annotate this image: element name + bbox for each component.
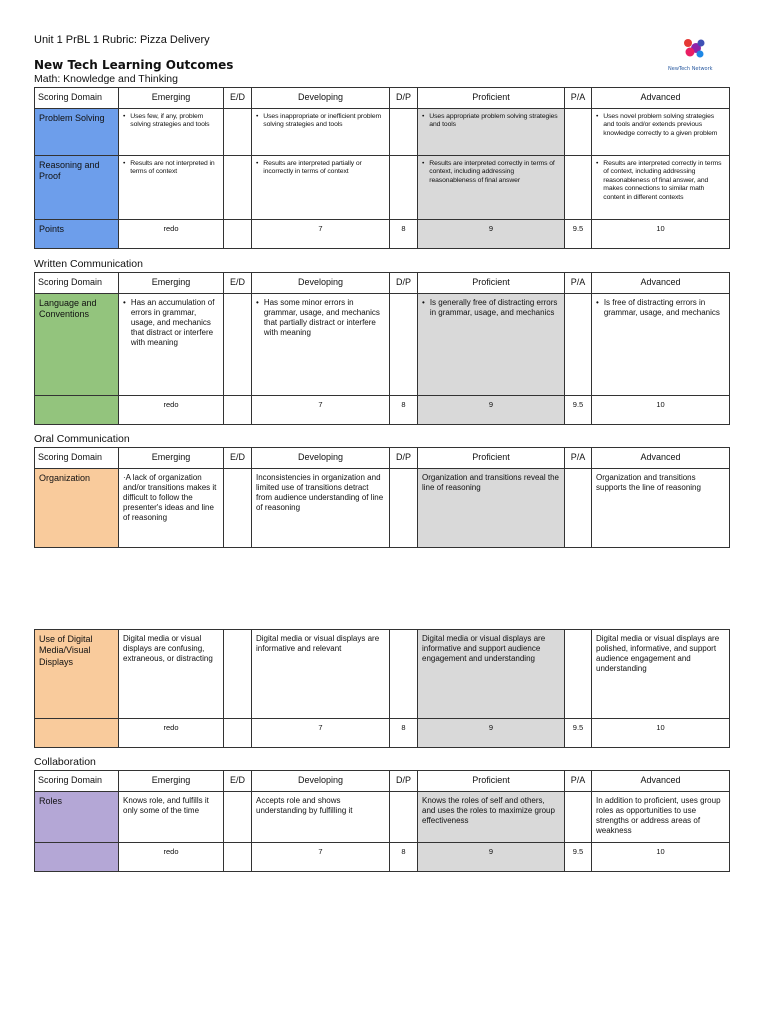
table-row — [35, 469, 730, 548]
col-header-developing: Developing — [252, 273, 390, 294]
table-row — [35, 109, 730, 156]
cell-proficient: Knows the roles of self and others, and uses the roles to maximize group effectiveness — [418, 792, 565, 843]
points-dp: 8 — [390, 396, 418, 425]
points-emerging: redo — [119, 843, 224, 872]
cell-pa — [565, 792, 592, 843]
collab-section-title: Collaboration — [34, 756, 96, 768]
cell-emerging: Digital media or visual displays are confusing, extraneous, or distracting — [119, 630, 224, 719]
col-header-proficient: Proficient — [418, 771, 565, 792]
points-ed — [224, 719, 252, 748]
col-header-developing: Developing — [252, 448, 390, 469]
col-header-proficient: Proficient — [418, 88, 565, 109]
domain-language-conventions: Language and Conventions — [35, 294, 119, 396]
col-header-advanced: Advanced — [592, 448, 730, 469]
col-header-domain: Scoring Domain — [35, 448, 119, 469]
points-proficient: 9 — [418, 396, 565, 425]
cell-pa — [565, 109, 592, 156]
cell-advanced: Digital media or visual displays are polished, informative, and support audience engagement and understanding — [592, 630, 730, 719]
points-ed — [224, 396, 252, 425]
cell-ed — [224, 109, 252, 156]
cell-advanced: • Uses novel problem solving strategies and tools and/or extends previous knowledge correctly to a given problem — [592, 109, 730, 156]
brand-title: New Tech Learning Outcomes — [34, 58, 234, 72]
points-pa: 9.5 — [565, 396, 592, 425]
cell-proficient: Organization and transitions reveal the line of reasoning — [418, 469, 565, 548]
table-row — [35, 156, 730, 220]
col-header-pa: P/A — [565, 771, 592, 792]
cell-ed — [224, 294, 252, 396]
col-header-domain: Scoring Domain — [35, 273, 119, 294]
col-header-ed: E/D — [224, 88, 252, 109]
cell-advanced: • Is free of distracting errors in grammar, usage, and mechanics — [592, 294, 730, 396]
points-developing: 7 — [252, 719, 390, 748]
col-header-proficient: Proficient — [418, 273, 565, 294]
points-advanced: 10 — [592, 843, 730, 872]
col-header-emerging: Emerging — [119, 273, 224, 294]
oral-section-title: Oral Communication — [34, 433, 130, 445]
col-header-emerging: Emerging — [119, 771, 224, 792]
domain-digital-media: Use of Digital Media/Visual Displays — [35, 630, 119, 719]
table-row — [35, 792, 730, 843]
logo-text: NewTech Network — [668, 66, 713, 72]
col-header-advanced: Advanced — [592, 771, 730, 792]
math-rubric-table — [34, 87, 730, 249]
cell-emerging: • Results are not interpreted in terms of context — [119, 156, 224, 220]
col-header-developing: Developing — [252, 88, 390, 109]
points-row — [35, 220, 730, 249]
col-header-advanced: Advanced — [592, 273, 730, 294]
points-emerging: redo — [119, 396, 224, 425]
points-dp: 8 — [390, 843, 418, 872]
table-row — [35, 630, 730, 719]
cell-developing: Inconsistencies in organization and limited use of transitions detract from audience understanding of line of reasoning — [252, 469, 390, 548]
header-row — [35, 448, 730, 469]
cell-emerging: Knows role, and fulfills it only some of the time — [119, 792, 224, 843]
col-header-emerging: Emerging — [119, 448, 224, 469]
cell-dp — [390, 109, 418, 156]
col-header-pa: P/A — [565, 88, 592, 109]
cell-proficient: • Uses appropriate problem solving strategies and tools — [418, 109, 565, 156]
col-header-dp: D/P — [390, 448, 418, 469]
domain-organization: Organization — [35, 469, 119, 548]
cell-pa — [565, 469, 592, 548]
points-proficient: 9 — [418, 220, 565, 249]
header-row — [35, 88, 730, 109]
points-label-empty — [35, 719, 119, 748]
cell-dp — [390, 294, 418, 396]
points-ed — [224, 843, 252, 872]
cell-proficient: • Results are interpreted correctly in terms of context, including addressing reasonableness of final answer — [418, 156, 565, 220]
points-row — [35, 843, 730, 872]
cell-dp — [390, 469, 418, 548]
points-advanced: 10 — [592, 220, 730, 249]
cell-ed — [224, 156, 252, 220]
cell-proficient: • Is generally free of distracting errors in grammar, usage, and mechanics — [418, 294, 565, 396]
points-advanced: 10 — [592, 396, 730, 425]
points-pa: 9.5 — [565, 719, 592, 748]
cell-emerging: • Uses few, if any, problem solving strategies and tools — [119, 109, 224, 156]
written-rubric-table — [34, 272, 730, 425]
points-proficient: 9 — [418, 843, 565, 872]
collab-rubric-table — [34, 770, 730, 872]
col-header-dp: D/P — [390, 88, 418, 109]
table-row — [35, 294, 730, 396]
col-header-emerging: Emerging — [119, 88, 224, 109]
points-pa: 9.5 — [565, 220, 592, 249]
math-section-title: Math: Knowledge and Thinking — [34, 73, 178, 85]
cell-advanced: In addition to proficient, uses group roles as opportunities to use strengths or address areas of weakness — [592, 792, 730, 843]
domain-problem-solving: Problem Solving — [35, 109, 119, 156]
col-header-pa: P/A — [565, 273, 592, 294]
written-section-title: Written Communication — [34, 258, 143, 270]
points-developing: 7 — [252, 843, 390, 872]
col-header-advanced: Advanced — [592, 88, 730, 109]
oral-rubric-table-continued — [34, 629, 730, 748]
cell-ed — [224, 792, 252, 843]
points-dp: 8 — [390, 220, 418, 249]
domain-reasoning-proof: Reasoning and Proof — [35, 156, 119, 220]
col-header-dp: D/P — [390, 273, 418, 294]
points-dp: 8 — [390, 719, 418, 748]
cell-pa — [565, 630, 592, 719]
cell-dp — [390, 156, 418, 220]
points-label-empty — [35, 843, 119, 872]
col-header-dp: D/P — [390, 771, 418, 792]
points-label: Points — [35, 220, 119, 249]
points-ed — [224, 220, 252, 249]
cell-advanced: • Results are interpreted correctly in terms of context, including addressing reasonableness of final answer, and makes connections to similar math content in different contexts — [592, 156, 730, 220]
cell-pa — [565, 294, 592, 396]
cell-ed — [224, 469, 252, 548]
col-header-ed: E/D — [224, 771, 252, 792]
cell-developing: Accepts role and shows understanding by fulfilling it — [252, 792, 390, 843]
col-header-developing: Developing — [252, 771, 390, 792]
points-proficient: 9 — [418, 719, 565, 748]
cell-advanced: Organization and transitions supports the line of reasoning — [592, 469, 730, 548]
points-advanced: 10 — [592, 719, 730, 748]
cell-developing: Digital media or visual displays are informative and relevant — [252, 630, 390, 719]
col-header-ed: E/D — [224, 448, 252, 469]
document-title: Unit 1 PrBL 1 Rubric: Pizza Delivery — [34, 34, 210, 46]
cell-pa — [565, 156, 592, 220]
points-emerging: redo — [119, 220, 224, 249]
col-header-proficient: Proficient — [418, 448, 565, 469]
points-pa: 9.5 — [565, 843, 592, 872]
points-row — [35, 719, 730, 748]
col-header-pa: P/A — [565, 448, 592, 469]
col-header-domain: Scoring Domain — [35, 771, 119, 792]
points-developing: 7 — [252, 220, 390, 249]
cell-ed — [224, 630, 252, 719]
cell-proficient: Digital media or visual displays are informative and support audience engagement and understanding — [418, 630, 565, 719]
cell-dp — [390, 792, 418, 843]
domain-roles: Roles — [35, 792, 119, 843]
header-row — [35, 273, 730, 294]
cell-emerging: • Has an accumulation of errors in grammar, usage, and mechanics that distract or interfere with meaning — [119, 294, 224, 396]
cell-developing: • Results are interpreted partially or incorrectly in terms of context — [252, 156, 390, 220]
oral-rubric-table — [34, 447, 730, 548]
points-developing: 7 — [252, 396, 390, 425]
points-label-empty — [35, 396, 119, 425]
cell-dp — [390, 630, 418, 719]
cell-developing: • Has some minor errors in grammar, usage, and mechanics that partially distract or interfere with meaning — [252, 294, 390, 396]
points-row — [35, 396, 730, 425]
cell-developing: • Uses inappropriate or inefficient problem solving strategies and tools — [252, 109, 390, 156]
cell-emerging: ·A lack of organization and/or transitions makes it difficult to follow the presenter's ideas and line of reasoning — [119, 469, 224, 548]
points-emerging: redo — [119, 719, 224, 748]
col-header-ed: E/D — [224, 273, 252, 294]
header-row — [35, 771, 730, 792]
col-header-domain: Scoring Domain — [35, 88, 119, 109]
